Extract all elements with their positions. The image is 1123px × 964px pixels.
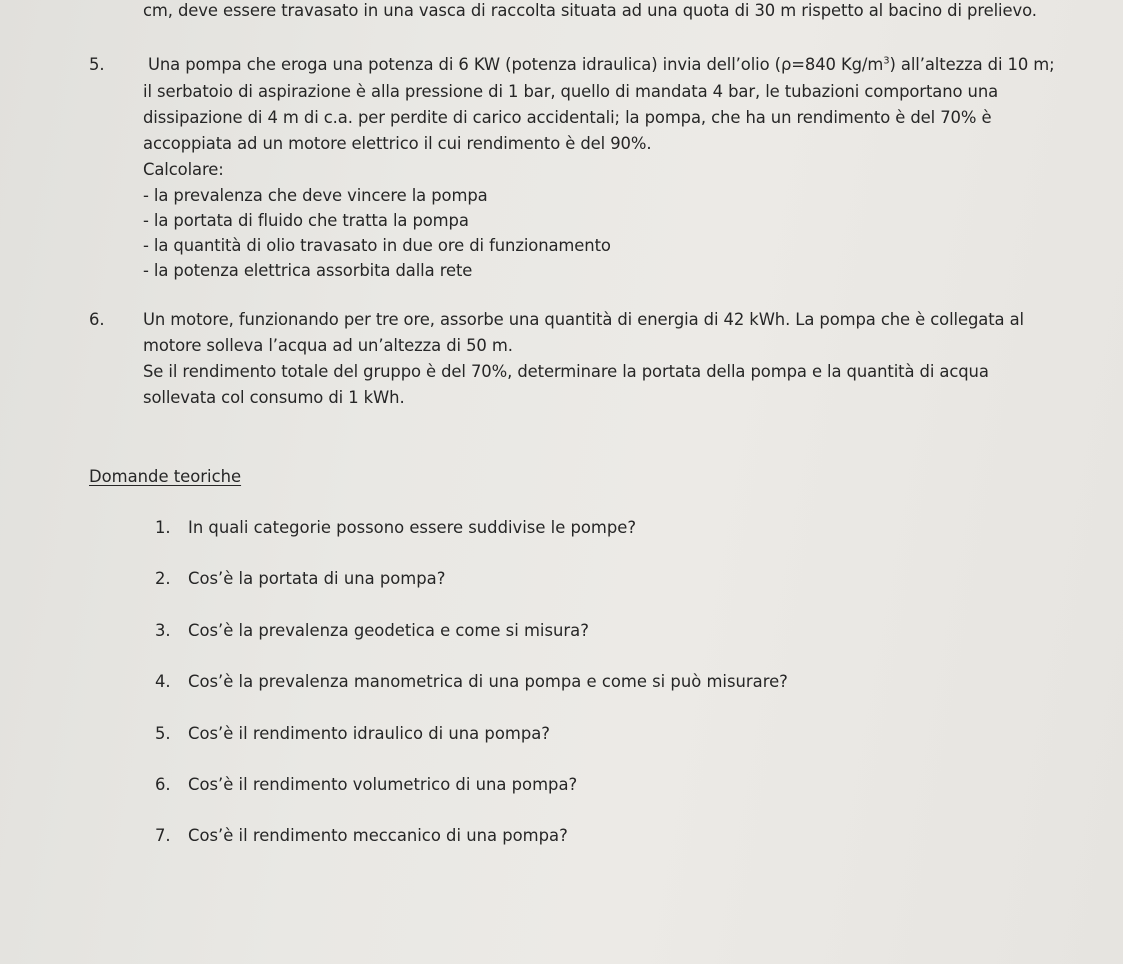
calc-item: - la quantità di olio travasato in due ore di funzionamento — [143, 236, 611, 255]
problem-6-line-3: Se il rendimento totale del gruppo è del 70%, determinare la portata della pompa e la quantità di acqua — [143, 362, 989, 381]
theory-question: 2. Cos’è la portata di una pompa? — [155, 569, 446, 588]
theory-heading: Domande teoriche — [89, 467, 242, 486]
problem-6-line-1: Un motore, funzionando per tre ore, assorbe una quantità di energia di 42 kWh. La pompa che è collegata al — [143, 310, 1024, 329]
problem-5-number: 5. — [89, 55, 105, 74]
theory-question: 6. Cos’è il rendimento volumetrico di una pompa? — [155, 775, 578, 794]
theory-question: 5. Cos’è il rendimento idraulico di una pompa? — [155, 724, 550, 743]
theory-question: 4. Cos’è la prevalenza manometrica di una pompa e come si può misurare? — [155, 672, 788, 691]
problem-5-line-1: Una pompa che eroga una potenza di 6 KW (potenza idraulica) invia dell’olio (ρ=840 $Kg/m^3$) all’altezza di 10 m; — [148, 55, 1055, 74]
problem-6-line-4: sollevata col consumo di 1 kWh. — [143, 388, 405, 407]
calc-item: - la potenza elettrica assorbita dalla rete — [143, 261, 473, 280]
problem-5-line-3: dissipazione di 4 m di c.a. per perdite di carico accidentali; la pompa, che ha un rendimento è del 70% è — [143, 108, 992, 127]
problem-5-line-4: accoppiata ad un motore elettrico il cui rendimento è del 90%. — [143, 134, 652, 153]
problem-5-line-2: il serbatoio di aspirazione è alla pressione di 1 bar, quello di mandata 4 bar, le tubazioni comportano una — [143, 82, 999, 101]
theory-question: 7. Cos’è il rendimento meccanico di una pompa? — [155, 826, 568, 845]
theory-question: 3. Cos’è la prevalenza geodetica e come si misura? — [155, 621, 589, 640]
problem-6-line-2: motore solleva l’acqua ad un’altezza di 50 m. — [143, 336, 513, 355]
problem-6-number: 6. — [89, 310, 105, 329]
theory-question: 1. In quali categorie possono essere suddivise le pompe? — [155, 518, 637, 537]
continued-text-line: cm, deve essere travasato in una vasca di raccolta situata ad una quota di 30 m rispetto al bacino di prelievo. — [143, 1, 1037, 20]
calcolare-label: Calcolare: — [143, 160, 224, 179]
calc-item: - la portata di fluido che tratta la pompa — [143, 211, 469, 230]
exponent: 3 — [883, 55, 890, 67]
calc-item: - la prevalenza che deve vincere la pompa — [143, 186, 488, 205]
